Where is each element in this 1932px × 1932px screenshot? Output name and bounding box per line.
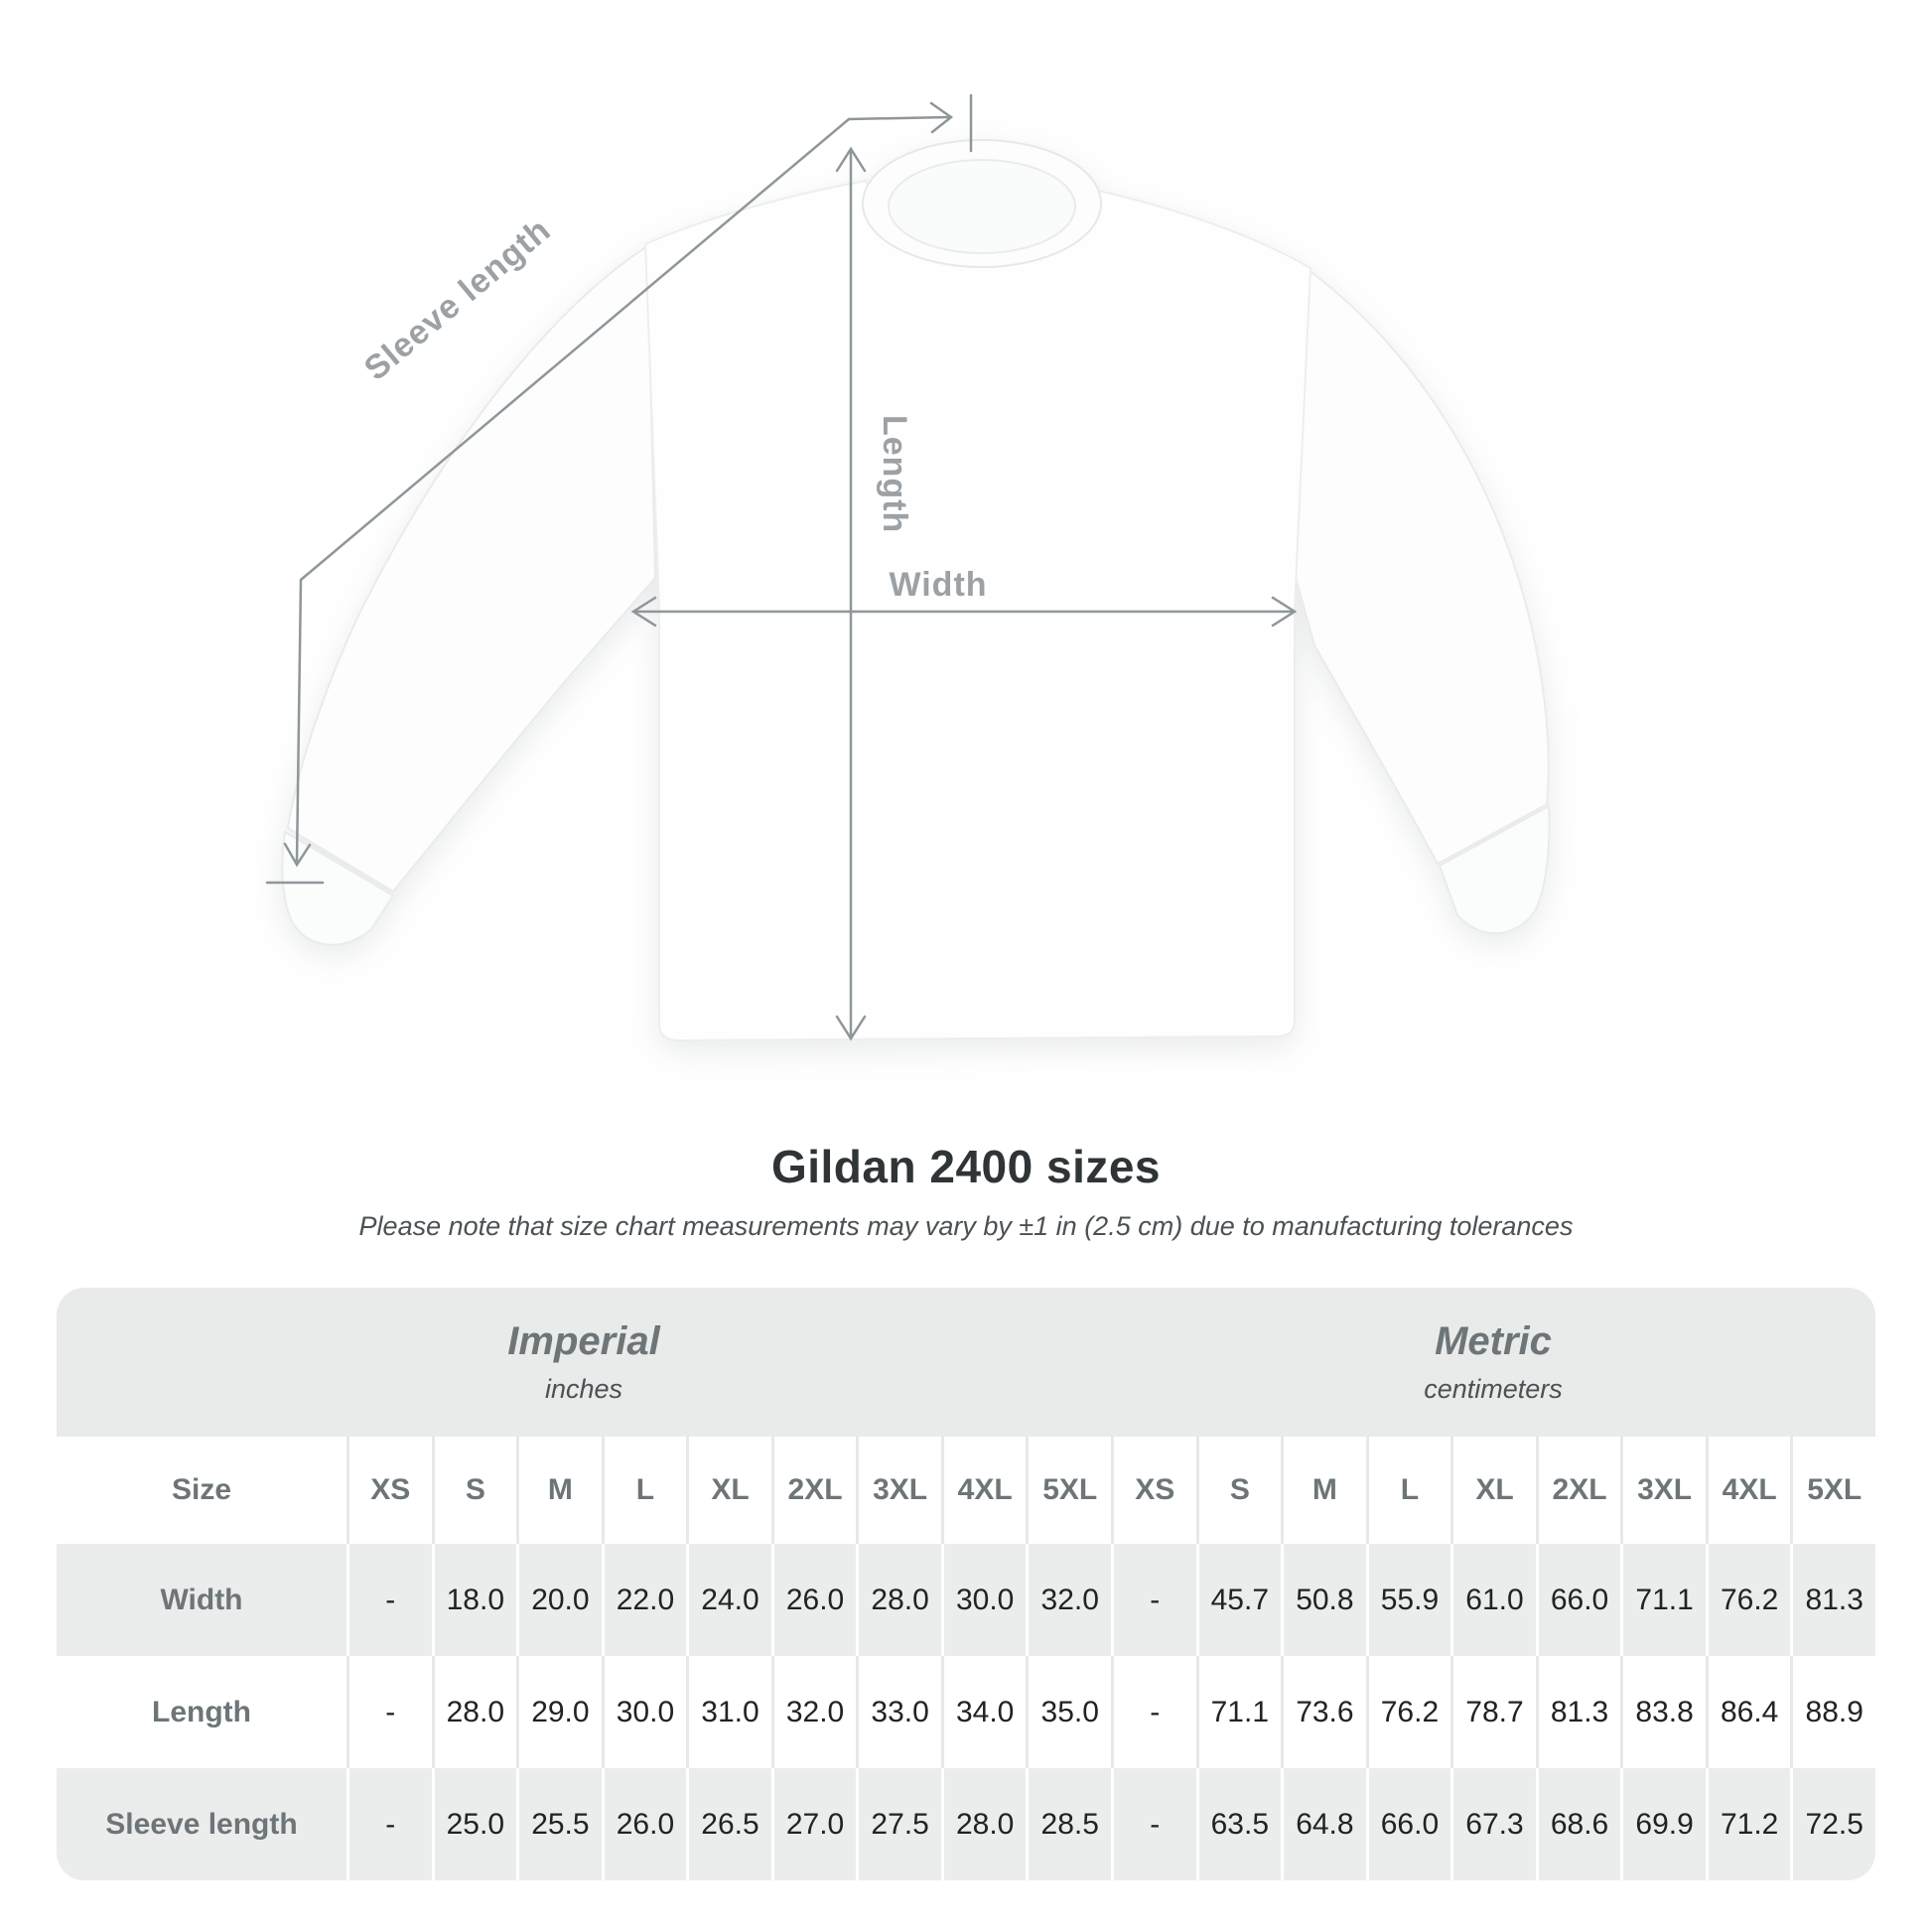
table-cell-imperial: 22.0 — [602, 1544, 687, 1656]
table-cell-imperial: 18.0 — [432, 1544, 517, 1656]
table-cell-imperial: 26.5 — [686, 1768, 771, 1880]
table-cell-metric: 64.8 — [1281, 1768, 1366, 1880]
table-cell-metric: - — [1111, 1544, 1196, 1656]
size-column-header: Size — [57, 1437, 346, 1544]
size-header-imperial-xl: XL — [686, 1437, 771, 1544]
table-cell-metric: 66.0 — [1536, 1544, 1621, 1656]
size-table-grid — [57, 1437, 1875, 1880]
size-header-imperial-m: M — [516, 1437, 602, 1544]
metric-label: Metric — [1435, 1319, 1552, 1363]
table-cell-imperial: - — [346, 1544, 432, 1656]
row-label-sleeve-length: Sleeve length — [57, 1768, 346, 1880]
tolerance-note: Please note that size chart measurements may vary by ±1 in (2.5 cm) due to manufacturing tolerances — [358, 1211, 1574, 1241]
table-cell-imperial: 24.0 — [686, 1544, 771, 1656]
shirt-collar-inner — [889, 160, 1075, 253]
table-cell-imperial: 28.0 — [856, 1544, 941, 1656]
table-cell-imperial: 20.0 — [516, 1544, 602, 1656]
size-header-imperial-xs: XS — [346, 1437, 432, 1544]
table-cell-metric: 81.3 — [1790, 1544, 1875, 1656]
size-header-metric-3xl: 3XL — [1620, 1437, 1706, 1544]
imperial-unit: inches — [544, 1374, 623, 1404]
table-cell-metric: 72.5 — [1790, 1768, 1875, 1880]
table-cell-imperial: 32.0 — [771, 1656, 857, 1768]
imperial-label: Imperial — [507, 1319, 660, 1363]
size-header-metric-2xl: 2XL — [1536, 1437, 1621, 1544]
table-cell-metric: 66.0 — [1366, 1768, 1451, 1880]
table-cell-metric: 61.0 — [1450, 1544, 1536, 1656]
size-header-metric-xl: XL — [1450, 1437, 1536, 1544]
table-cell-imperial: 28.0 — [941, 1768, 1027, 1880]
table-cell-imperial: 31.0 — [686, 1656, 771, 1768]
table-cell-imperial: 34.0 — [941, 1656, 1027, 1768]
metric-group-header — [1111, 1288, 1875, 1437]
table-cell-imperial: - — [346, 1768, 432, 1880]
table-cell-metric: 73.6 — [1281, 1656, 1366, 1768]
size-header-metric-l: L — [1366, 1437, 1451, 1544]
size-header-imperial-4xl: 4XL — [941, 1437, 1027, 1544]
table-cell-metric: 76.2 — [1706, 1544, 1791, 1656]
size-table — [57, 1288, 1875, 1880]
table-cell-metric: 55.9 — [1366, 1544, 1451, 1656]
length-label: Length — [876, 415, 913, 534]
table-cell-metric: 71.1 — [1196, 1656, 1282, 1768]
table-cell-imperial: - — [346, 1656, 432, 1768]
table-cell-imperial: 32.0 — [1026, 1544, 1111, 1656]
table-cell-metric: 50.8 — [1281, 1544, 1366, 1656]
row-label-length: Length — [57, 1656, 346, 1768]
table-cell-metric: 71.2 — [1706, 1768, 1791, 1880]
table-cell-metric: 81.3 — [1536, 1656, 1621, 1768]
table-cell-imperial: 26.0 — [771, 1544, 857, 1656]
table-cell-imperial: 33.0 — [856, 1656, 941, 1768]
table-cell-metric: 86.4 — [1706, 1656, 1791, 1768]
table-cell-imperial: 29.0 — [516, 1656, 602, 1768]
size-header-imperial-5xl: 5XL — [1026, 1437, 1111, 1544]
table-cell-imperial: 25.5 — [516, 1768, 602, 1880]
table-cell-imperial: 35.0 — [1026, 1656, 1111, 1768]
table-cell-metric: - — [1111, 1656, 1196, 1768]
shirt-left-sleeve — [288, 246, 655, 892]
sleeve-length-label: Sleeve length — [356, 210, 559, 388]
size-header-metric-4xl: 4XL — [1706, 1437, 1791, 1544]
imperial-group-header — [57, 1288, 1111, 1437]
title-block — [0, 1140, 1932, 1242]
table-cell-metric: 68.6 — [1536, 1768, 1621, 1880]
size-header-metric-5xl: 5XL — [1790, 1437, 1875, 1544]
table-cell-metric: 45.7 — [1196, 1544, 1282, 1656]
size-header-imperial-3xl: 3XL — [856, 1437, 941, 1544]
table-cell-metric: 63.5 — [1196, 1768, 1282, 1880]
table-cell-imperial: 30.0 — [941, 1544, 1027, 1656]
size-header-metric-m: M — [1281, 1437, 1366, 1544]
table-cell-imperial: 26.0 — [602, 1768, 687, 1880]
size-header-imperial-2xl: 2XL — [771, 1437, 857, 1544]
size-header-imperial-s: S — [432, 1437, 517, 1544]
table-cell-metric: 76.2 — [1366, 1656, 1451, 1768]
table-cell-imperial: 28.5 — [1026, 1768, 1111, 1880]
table-cell-imperial: 28.0 — [432, 1656, 517, 1768]
unit-band — [57, 1288, 1875, 1437]
table-cell-metric: 69.9 — [1620, 1768, 1706, 1880]
size-header-metric-s: S — [1196, 1437, 1282, 1544]
table-cell-metric: 67.3 — [1450, 1768, 1536, 1880]
table-cell-imperial: 27.5 — [856, 1768, 941, 1880]
table-cell-metric: 88.9 — [1790, 1656, 1875, 1768]
row-label-width: Width — [57, 1544, 346, 1656]
size-header-metric-xs: XS — [1111, 1437, 1196, 1544]
table-cell-imperial: 30.0 — [602, 1656, 687, 1768]
table-cell-metric: - — [1111, 1768, 1196, 1880]
table-cell-metric: 83.8 — [1620, 1656, 1706, 1768]
page-title: Gildan 2400 sizes — [770, 1141, 1162, 1192]
table-cell-imperial: 25.0 — [432, 1768, 517, 1880]
shirt-right-sleeve — [1295, 270, 1549, 864]
table-cell-metric: 71.1 — [1620, 1544, 1706, 1656]
width-label: Width — [889, 566, 988, 604]
table-cell-metric: 78.7 — [1450, 1656, 1536, 1768]
size-header-imperial-l: L — [602, 1437, 687, 1544]
sleeve-arrow-horizontal — [849, 117, 949, 119]
metric-unit: centimeters — [1424, 1374, 1563, 1404]
table-cell-imperial: 27.0 — [771, 1768, 857, 1880]
